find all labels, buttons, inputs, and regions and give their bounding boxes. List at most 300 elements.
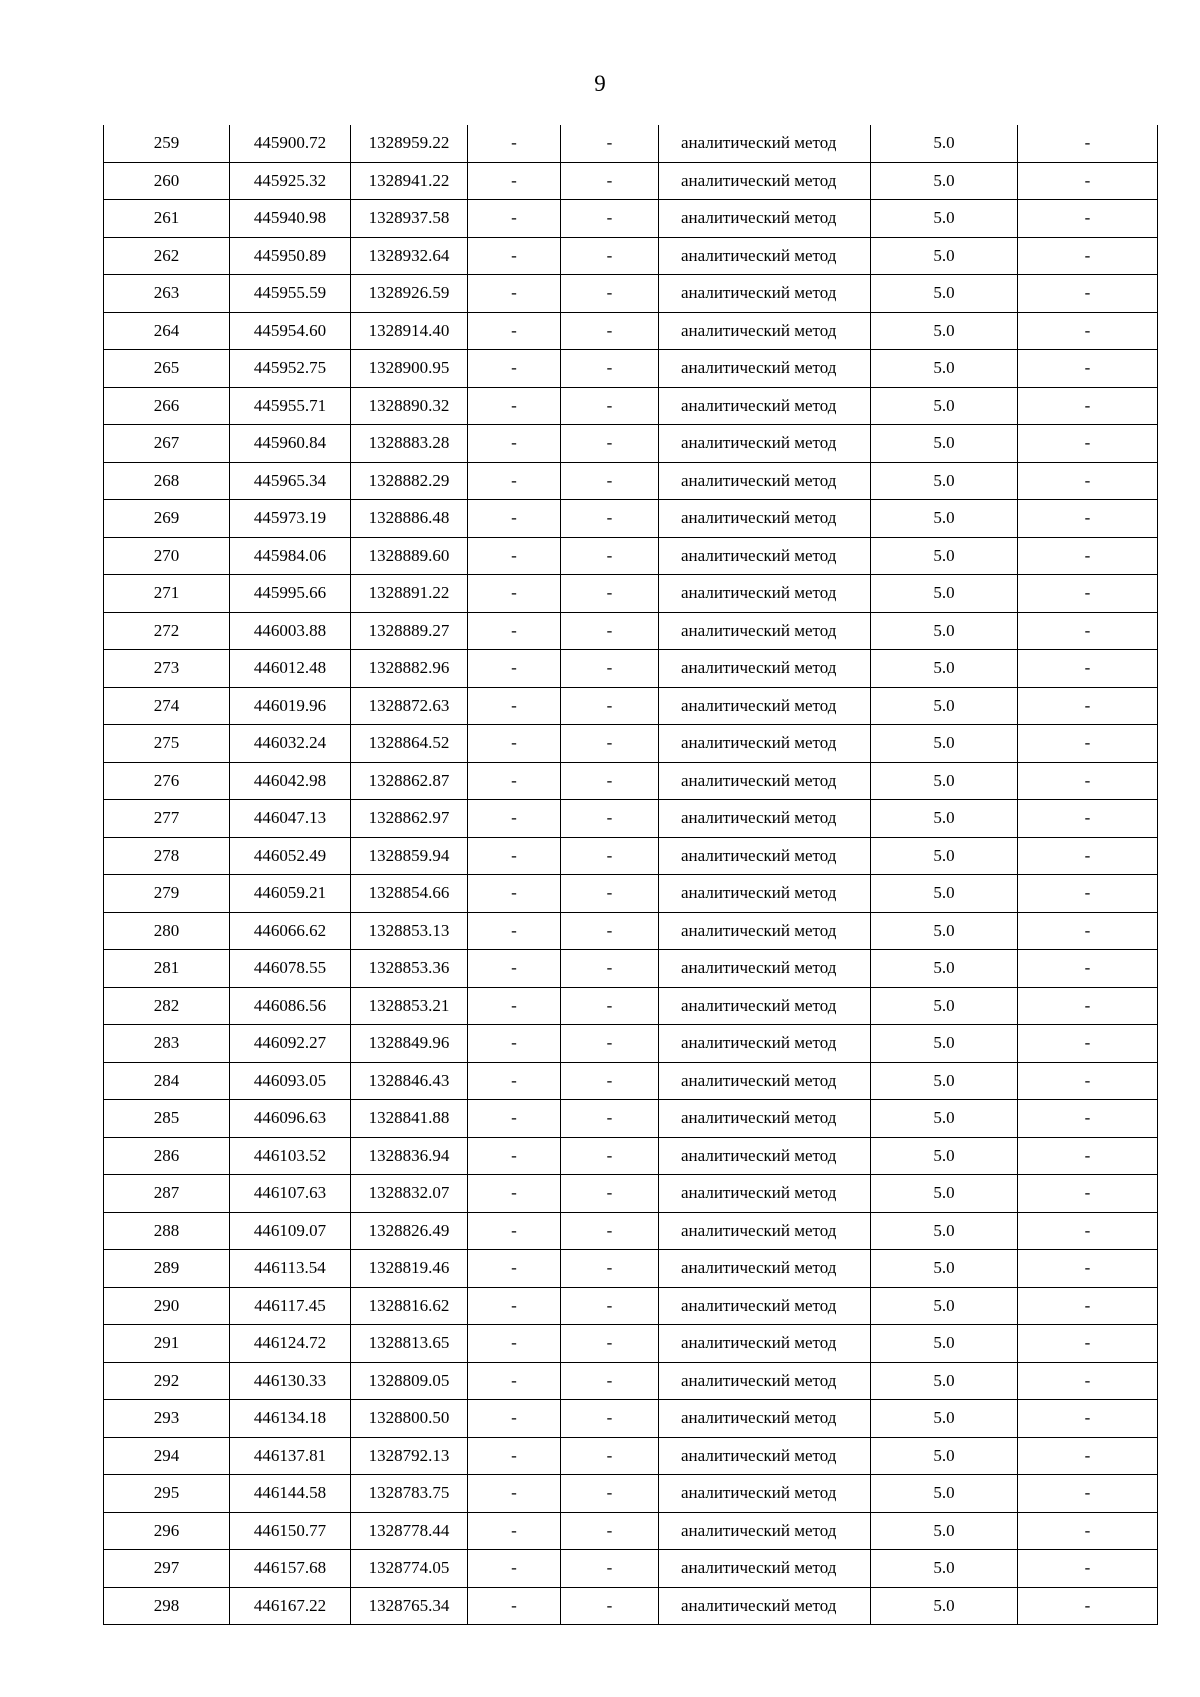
point-number-cell: 268	[104, 462, 230, 500]
x-coordinate-cell: 446086.56	[230, 987, 351, 1025]
y-coordinate-cell: 1328841.88	[351, 1100, 468, 1138]
x-coordinate-cell: 446042.98	[230, 762, 351, 800]
y-coordinate-cell: 1328891.22	[351, 575, 468, 613]
empty-cell-1: -	[468, 237, 561, 275]
empty-cell-1: -	[468, 1587, 561, 1625]
accuracy-cell: 5.0	[871, 1325, 1018, 1363]
empty-cell-1: -	[468, 500, 561, 538]
x-coordinate-cell: 446107.63	[230, 1175, 351, 1213]
table-row	[104, 500, 1158, 538]
table-row	[104, 387, 1158, 425]
x-coordinate-cell: 445984.06	[230, 537, 351, 575]
empty-cell-3: -	[1018, 462, 1158, 500]
point-number-cell: 274	[104, 687, 230, 725]
empty-cell-3: -	[1018, 1550, 1158, 1588]
table-row	[104, 1362, 1158, 1400]
empty-cell-2: -	[561, 1512, 659, 1550]
x-coordinate-cell: 446012.48	[230, 650, 351, 688]
table-row	[104, 1400, 1158, 1438]
method-cell: аналитический метод	[659, 1400, 871, 1438]
x-coordinate-cell: 446096.63	[230, 1100, 351, 1138]
point-number-cell: 276	[104, 762, 230, 800]
table-row	[104, 275, 1158, 313]
empty-cell-1: -	[468, 650, 561, 688]
table-row	[104, 762, 1158, 800]
empty-cell-3: -	[1018, 1512, 1158, 1550]
y-coordinate-cell: 1328783.75	[351, 1475, 468, 1513]
accuracy-cell: 5.0	[871, 650, 1018, 688]
table-row	[104, 237, 1158, 275]
point-number-cell: 282	[104, 987, 230, 1025]
empty-cell-1: -	[468, 275, 561, 313]
empty-cell-2: -	[561, 1550, 659, 1588]
point-number-cell: 281	[104, 950, 230, 988]
empty-cell-2: -	[561, 987, 659, 1025]
empty-cell-1: -	[468, 312, 561, 350]
empty-cell-3: -	[1018, 987, 1158, 1025]
empty-cell-2: -	[561, 500, 659, 538]
point-number-cell: 292	[104, 1362, 230, 1400]
y-coordinate-cell: 1328792.13	[351, 1437, 468, 1475]
x-coordinate-cell: 446103.52	[230, 1137, 351, 1175]
empty-cell-2: -	[561, 200, 659, 238]
empty-cell-3: -	[1018, 1175, 1158, 1213]
empty-cell-2: -	[561, 725, 659, 763]
empty-cell-2: -	[561, 1362, 659, 1400]
empty-cell-3: -	[1018, 200, 1158, 238]
table-row	[104, 987, 1158, 1025]
accuracy-cell: 5.0	[871, 1475, 1018, 1513]
table-row	[104, 1512, 1158, 1550]
empty-cell-3: -	[1018, 312, 1158, 350]
x-coordinate-cell: 445965.34	[230, 462, 351, 500]
empty-cell-3: -	[1018, 125, 1158, 162]
point-number-cell: 265	[104, 350, 230, 388]
point-number-cell: 275	[104, 725, 230, 763]
x-coordinate-cell: 446019.96	[230, 687, 351, 725]
empty-cell-3: -	[1018, 275, 1158, 313]
empty-cell-3: -	[1018, 162, 1158, 200]
point-number-cell: 269	[104, 500, 230, 538]
empty-cell-3: -	[1018, 237, 1158, 275]
empty-cell-2: -	[561, 837, 659, 875]
empty-cell-2: -	[561, 312, 659, 350]
point-number-cell: 263	[104, 275, 230, 313]
x-coordinate-cell: 446047.13	[230, 800, 351, 838]
accuracy-cell: 5.0	[871, 200, 1018, 238]
method-cell: аналитический метод	[659, 312, 871, 350]
table-row	[104, 1587, 1158, 1625]
point-number-cell: 280	[104, 912, 230, 950]
x-coordinate-cell: 446130.33	[230, 1362, 351, 1400]
accuracy-cell: 5.0	[871, 800, 1018, 838]
table-body	[104, 125, 1158, 1625]
y-coordinate-cell: 1328849.96	[351, 1025, 468, 1063]
y-coordinate-cell: 1328926.59	[351, 275, 468, 313]
accuracy-cell: 5.0	[871, 350, 1018, 388]
accuracy-cell: 5.0	[871, 462, 1018, 500]
empty-cell-3: -	[1018, 725, 1158, 763]
method-cell: аналитический метод	[659, 537, 871, 575]
accuracy-cell: 5.0	[871, 537, 1018, 575]
point-number-cell: 285	[104, 1100, 230, 1138]
empty-cell-3: -	[1018, 500, 1158, 538]
y-coordinate-cell: 1328886.48	[351, 500, 468, 538]
empty-cell-2: -	[561, 125, 659, 162]
empty-cell-1: -	[468, 1437, 561, 1475]
x-coordinate-cell: 446059.21	[230, 875, 351, 913]
empty-cell-2: -	[561, 537, 659, 575]
point-number-cell: 287	[104, 1175, 230, 1213]
empty-cell-3: -	[1018, 650, 1158, 688]
method-cell: аналитический метод	[659, 762, 871, 800]
y-coordinate-cell: 1328826.49	[351, 1212, 468, 1250]
x-coordinate-cell: 446003.88	[230, 612, 351, 650]
accuracy-cell: 5.0	[871, 725, 1018, 763]
y-coordinate-cell: 1328959.22	[351, 125, 468, 162]
empty-cell-1: -	[468, 125, 561, 162]
empty-cell-1: -	[468, 875, 561, 913]
y-coordinate-cell: 1328889.60	[351, 537, 468, 575]
empty-cell-2: -	[561, 275, 659, 313]
accuracy-cell: 5.0	[871, 1212, 1018, 1250]
accuracy-cell: 5.0	[871, 1512, 1018, 1550]
y-coordinate-cell: 1328941.22	[351, 162, 468, 200]
table-row	[104, 687, 1158, 725]
x-coordinate-cell: 446052.49	[230, 837, 351, 875]
empty-cell-3: -	[1018, 912, 1158, 950]
empty-cell-2: -	[561, 425, 659, 463]
accuracy-cell: 5.0	[871, 837, 1018, 875]
empty-cell-2: -	[561, 687, 659, 725]
empty-cell-1: -	[468, 950, 561, 988]
x-coordinate-cell: 445995.66	[230, 575, 351, 613]
empty-cell-3: -	[1018, 1587, 1158, 1625]
method-cell: аналитический метод	[659, 650, 871, 688]
accuracy-cell: 5.0	[871, 875, 1018, 913]
empty-cell-1: -	[468, 1325, 561, 1363]
point-number-cell: 277	[104, 800, 230, 838]
point-number-cell: 286	[104, 1137, 230, 1175]
accuracy-cell: 5.0	[871, 312, 1018, 350]
point-number-cell: 266	[104, 387, 230, 425]
x-coordinate-cell: 445950.89	[230, 237, 351, 275]
empty-cell-2: -	[561, 1287, 659, 1325]
empty-cell-2: -	[561, 1212, 659, 1250]
point-number-cell: 259	[104, 125, 230, 162]
y-coordinate-cell: 1328937.58	[351, 200, 468, 238]
empty-cell-1: -	[468, 1400, 561, 1438]
x-coordinate-cell: 445954.60	[230, 312, 351, 350]
x-coordinate-cell: 446117.45	[230, 1287, 351, 1325]
empty-cell-2: -	[561, 1062, 659, 1100]
x-coordinate-cell: 446150.77	[230, 1512, 351, 1550]
accuracy-cell: 5.0	[871, 162, 1018, 200]
empty-cell-1: -	[468, 725, 561, 763]
empty-cell-1: -	[468, 1550, 561, 1588]
empty-cell-2: -	[561, 912, 659, 950]
accuracy-cell: 5.0	[871, 1137, 1018, 1175]
y-coordinate-cell: 1328800.50	[351, 1400, 468, 1438]
empty-cell-2: -	[561, 1325, 659, 1363]
coordinates-table	[103, 125, 1158, 1625]
table-row	[104, 162, 1158, 200]
empty-cell-1: -	[468, 462, 561, 500]
x-coordinate-cell: 446124.72	[230, 1325, 351, 1363]
y-coordinate-cell: 1328914.40	[351, 312, 468, 350]
empty-cell-2: -	[561, 612, 659, 650]
empty-cell-3: -	[1018, 575, 1158, 613]
empty-cell-3: -	[1018, 387, 1158, 425]
empty-cell-1: -	[468, 612, 561, 650]
empty-cell-1: -	[468, 1137, 561, 1175]
table-row	[104, 950, 1158, 988]
accuracy-cell: 5.0	[871, 1400, 1018, 1438]
method-cell: аналитический метод	[659, 1475, 871, 1513]
method-cell: аналитический метод	[659, 237, 871, 275]
accuracy-cell: 5.0	[871, 1175, 1018, 1213]
empty-cell-1: -	[468, 1062, 561, 1100]
y-coordinate-cell: 1328765.34	[351, 1587, 468, 1625]
table-row	[104, 425, 1158, 463]
empty-cell-2: -	[561, 650, 659, 688]
table-row	[104, 1212, 1158, 1250]
y-coordinate-cell: 1328883.28	[351, 425, 468, 463]
empty-cell-3: -	[1018, 1137, 1158, 1175]
y-coordinate-cell: 1328882.29	[351, 462, 468, 500]
method-cell: аналитический метод	[659, 1512, 871, 1550]
empty-cell-2: -	[561, 1400, 659, 1438]
x-coordinate-cell: 445955.71	[230, 387, 351, 425]
method-cell: аналитический метод	[659, 800, 871, 838]
method-cell: аналитический метод	[659, 912, 871, 950]
point-number-cell: 279	[104, 875, 230, 913]
x-coordinate-cell: 446157.68	[230, 1550, 351, 1588]
table-row	[104, 1437, 1158, 1475]
table-row	[104, 350, 1158, 388]
empty-cell-3: -	[1018, 1400, 1158, 1438]
x-coordinate-cell: 446032.24	[230, 725, 351, 763]
y-coordinate-cell: 1328846.43	[351, 1062, 468, 1100]
y-coordinate-cell: 1328862.97	[351, 800, 468, 838]
table-row	[104, 200, 1158, 238]
empty-cell-3: -	[1018, 950, 1158, 988]
method-cell: аналитический метод	[659, 875, 871, 913]
y-coordinate-cell: 1328816.62	[351, 1287, 468, 1325]
empty-cell-3: -	[1018, 1362, 1158, 1400]
table-row	[104, 462, 1158, 500]
method-cell: аналитический метод	[659, 200, 871, 238]
empty-cell-3: -	[1018, 875, 1158, 913]
y-coordinate-cell: 1328853.13	[351, 912, 468, 950]
point-number-cell: 295	[104, 1475, 230, 1513]
method-cell: аналитический метод	[659, 462, 871, 500]
y-coordinate-cell: 1328853.36	[351, 950, 468, 988]
empty-cell-1: -	[468, 1100, 561, 1138]
y-coordinate-cell: 1328932.64	[351, 237, 468, 275]
empty-cell-1: -	[468, 1512, 561, 1550]
table-row	[104, 800, 1158, 838]
point-number-cell: 288	[104, 1212, 230, 1250]
method-cell: аналитический метод	[659, 687, 871, 725]
point-number-cell: 262	[104, 237, 230, 275]
empty-cell-2: -	[561, 800, 659, 838]
table-row	[104, 1137, 1158, 1175]
empty-cell-2: -	[561, 950, 659, 988]
accuracy-cell: 5.0	[871, 500, 1018, 538]
table-row	[104, 1025, 1158, 1063]
empty-cell-2: -	[561, 875, 659, 913]
point-number-cell: 298	[104, 1587, 230, 1625]
table-row	[104, 650, 1158, 688]
page-number: 9	[594, 71, 606, 96]
table-row	[104, 1475, 1158, 1513]
method-cell: аналитический метод	[659, 500, 871, 538]
empty-cell-3: -	[1018, 350, 1158, 388]
table-row	[104, 1287, 1158, 1325]
point-number-cell: 270	[104, 537, 230, 575]
empty-cell-3: -	[1018, 1437, 1158, 1475]
method-cell: аналитический метод	[659, 387, 871, 425]
method-cell: аналитический метод	[659, 575, 871, 613]
accuracy-cell: 5.0	[871, 912, 1018, 950]
point-number-cell: 294	[104, 1437, 230, 1475]
accuracy-cell: 5.0	[871, 1062, 1018, 1100]
empty-cell-1: -	[468, 1475, 561, 1513]
point-number-cell: 271	[104, 575, 230, 613]
y-coordinate-cell: 1328813.65	[351, 1325, 468, 1363]
empty-cell-2: -	[561, 1175, 659, 1213]
y-coordinate-cell: 1328864.52	[351, 725, 468, 763]
accuracy-cell: 5.0	[871, 950, 1018, 988]
y-coordinate-cell: 1328819.46	[351, 1250, 468, 1288]
accuracy-cell: 5.0	[871, 1587, 1018, 1625]
accuracy-cell: 5.0	[871, 237, 1018, 275]
empty-cell-2: -	[561, 462, 659, 500]
accuracy-cell: 5.0	[871, 1437, 1018, 1475]
empty-cell-3: -	[1018, 1475, 1158, 1513]
empty-cell-1: -	[468, 537, 561, 575]
empty-cell-3: -	[1018, 687, 1158, 725]
method-cell: аналитический метод	[659, 1587, 871, 1625]
accuracy-cell: 5.0	[871, 612, 1018, 650]
empty-cell-2: -	[561, 1475, 659, 1513]
table-row	[104, 575, 1158, 613]
table-row	[104, 1550, 1158, 1588]
point-number-cell: 289	[104, 1250, 230, 1288]
point-number-cell: 297	[104, 1550, 230, 1588]
method-cell: аналитический метод	[659, 1287, 871, 1325]
point-number-cell: 261	[104, 200, 230, 238]
point-number-cell: 273	[104, 650, 230, 688]
table-row	[104, 725, 1158, 763]
accuracy-cell: 5.0	[871, 1025, 1018, 1063]
empty-cell-1: -	[468, 1025, 561, 1063]
point-number-cell: 264	[104, 312, 230, 350]
table-row	[104, 875, 1158, 913]
accuracy-cell: 5.0	[871, 425, 1018, 463]
y-coordinate-cell: 1328809.05	[351, 1362, 468, 1400]
empty-cell-3: -	[1018, 425, 1158, 463]
empty-cell-1: -	[468, 200, 561, 238]
empty-cell-2: -	[561, 162, 659, 200]
empty-cell-3: -	[1018, 1212, 1158, 1250]
empty-cell-2: -	[561, 350, 659, 388]
method-cell: аналитический метод	[659, 425, 871, 463]
table-row	[104, 612, 1158, 650]
empty-cell-2: -	[561, 1025, 659, 1063]
empty-cell-1: -	[468, 987, 561, 1025]
empty-cell-2: -	[561, 1250, 659, 1288]
accuracy-cell: 5.0	[871, 687, 1018, 725]
y-coordinate-cell: 1328882.96	[351, 650, 468, 688]
method-cell: аналитический метод	[659, 1250, 871, 1288]
empty-cell-3: -	[1018, 1062, 1158, 1100]
x-coordinate-cell: 445955.59	[230, 275, 351, 313]
point-number-cell: 267	[104, 425, 230, 463]
y-coordinate-cell: 1328872.63	[351, 687, 468, 725]
empty-cell-2: -	[561, 237, 659, 275]
empty-cell-1: -	[468, 1250, 561, 1288]
y-coordinate-cell: 1328889.27	[351, 612, 468, 650]
x-coordinate-cell: 446078.55	[230, 950, 351, 988]
method-cell: аналитический метод	[659, 1025, 871, 1063]
method-cell: аналитический метод	[659, 1137, 871, 1175]
accuracy-cell: 5.0	[871, 125, 1018, 162]
empty-cell-1: -	[468, 762, 561, 800]
point-number-cell: 291	[104, 1325, 230, 1363]
x-coordinate-cell: 446167.22	[230, 1587, 351, 1625]
empty-cell-1: -	[468, 425, 561, 463]
empty-cell-3: -	[1018, 537, 1158, 575]
empty-cell-3: -	[1018, 1287, 1158, 1325]
empty-cell-1: -	[468, 162, 561, 200]
empty-cell-3: -	[1018, 762, 1158, 800]
table-row	[104, 1100, 1158, 1138]
empty-cell-2: -	[561, 575, 659, 613]
method-cell: аналитический метод	[659, 1212, 871, 1250]
table-row	[104, 537, 1158, 575]
y-coordinate-cell: 1328854.66	[351, 875, 468, 913]
method-cell: аналитический метод	[659, 1175, 871, 1213]
accuracy-cell: 5.0	[871, 1287, 1018, 1325]
table-row	[104, 312, 1158, 350]
point-number-cell: 278	[104, 837, 230, 875]
table-row	[104, 837, 1158, 875]
empty-cell-1: -	[468, 387, 561, 425]
method-cell: аналитический метод	[659, 162, 871, 200]
method-cell: аналитический метод	[659, 950, 871, 988]
y-coordinate-cell: 1328836.94	[351, 1137, 468, 1175]
empty-cell-1: -	[468, 1362, 561, 1400]
table-row	[104, 1250, 1158, 1288]
x-coordinate-cell: 445960.84	[230, 425, 351, 463]
empty-cell-3: -	[1018, 1325, 1158, 1363]
method-cell: аналитический метод	[659, 1550, 871, 1588]
method-cell: аналитический метод	[659, 837, 871, 875]
y-coordinate-cell: 1328853.21	[351, 987, 468, 1025]
x-coordinate-cell: 446066.62	[230, 912, 351, 950]
method-cell: аналитический метод	[659, 987, 871, 1025]
empty-cell-3: -	[1018, 612, 1158, 650]
point-number-cell: 284	[104, 1062, 230, 1100]
accuracy-cell: 5.0	[871, 987, 1018, 1025]
method-cell: аналитический метод	[659, 1062, 871, 1100]
x-coordinate-cell: 446092.27	[230, 1025, 351, 1063]
x-coordinate-cell: 445973.19	[230, 500, 351, 538]
x-coordinate-cell: 445900.72	[230, 125, 351, 162]
method-cell: аналитический метод	[659, 125, 871, 162]
